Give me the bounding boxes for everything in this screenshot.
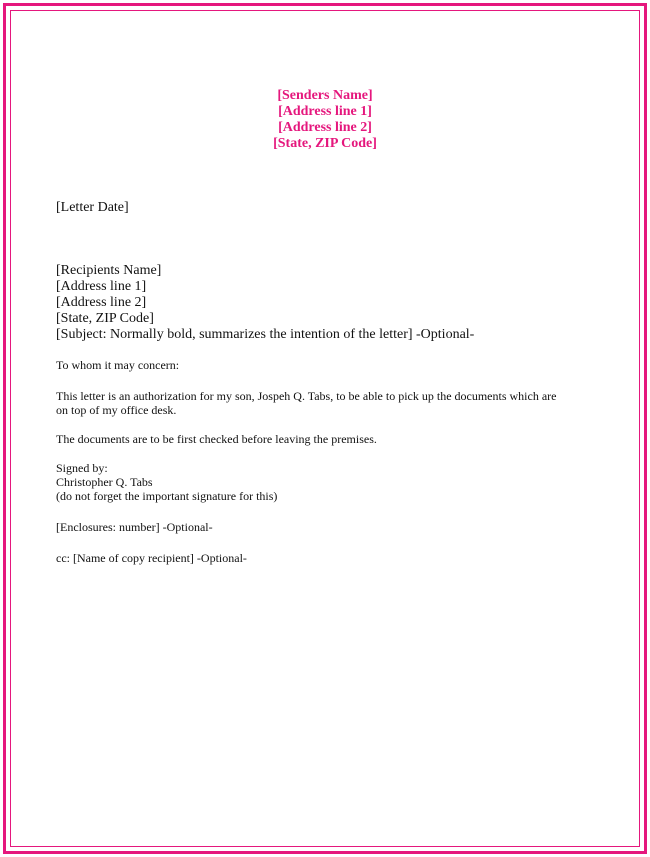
cc-line: cc: [Name of copy recipient] -Optional- <box>56 551 247 565</box>
sender-address-line-1: [Address line 1] <box>278 104 372 119</box>
subject-line: [Subject: Normally bold, summarizes the intention of the letter] -Optional- <box>56 327 475 342</box>
sender-block <box>0 88 650 152</box>
salutation: To whom it may concern: <box>56 358 180 372</box>
letter-date: [Letter Date] <box>56 200 129 215</box>
sender-address-line-2: [Address line 2] <box>278 120 372 135</box>
recipient-name: [Recipients Name] <box>56 263 162 278</box>
signed-by-label: Signed by: <box>56 461 108 475</box>
enclosures-line: [Enclosures: number] -Optional- <box>56 520 213 534</box>
authorization-paragraph <box>56 389 596 417</box>
signature-block <box>56 461 596 503</box>
sender-name: [Senders Name] <box>277 88 373 103</box>
recipient-state-zip: [State, ZIP Code] <box>56 311 154 326</box>
recipient-address-line-1: [Address line 1] <box>56 279 147 294</box>
recipient-block <box>56 263 474 343</box>
signature-note: (do not forget the important signature for this) <box>56 489 278 503</box>
authorization-paragraph-line-2: on top of my office desk. <box>56 403 177 417</box>
verification-paragraph: The documents are to be first checked before leaving the premises. <box>56 432 377 446</box>
signer-name: Christopher Q. Tabs <box>56 475 153 489</box>
recipient-address-line-2: [Address line 2] <box>56 295 147 310</box>
sender-state-zip: [State, ZIP Code] <box>273 136 377 151</box>
authorization-paragraph-line-1: This letter is an authorization for my son, Jospeh Q. Tabs, to be able to pick up the documents which are <box>56 389 557 403</box>
